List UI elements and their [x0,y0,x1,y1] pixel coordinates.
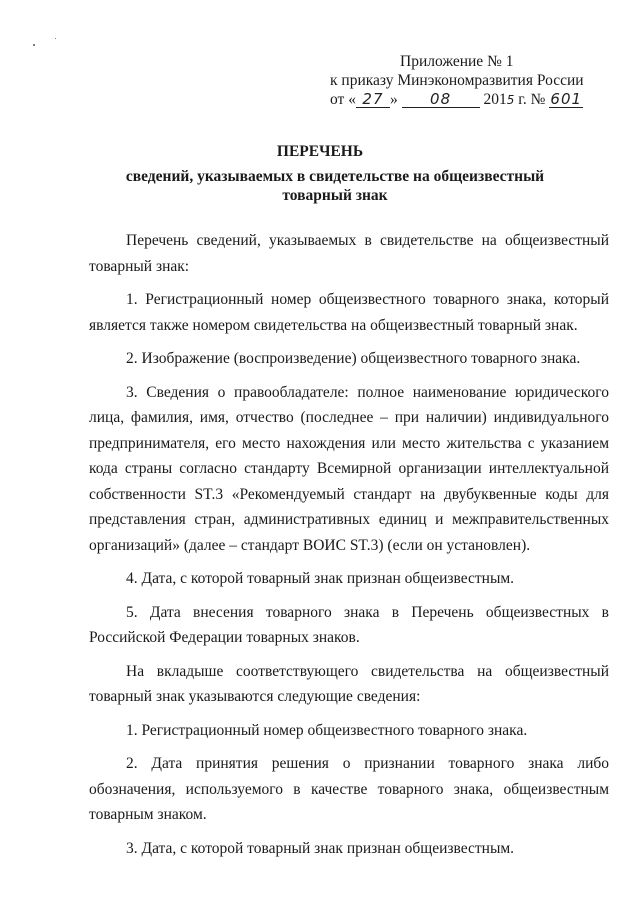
list-item-4: 4. Дата, с которой товарный знак признан общеизвестным. [126,570,515,587]
order-number: 601 [550,90,583,108]
scan-speck [33,44,35,46]
list-item-3: 3. Сведения о правообладателе: полное наименование юридического лица, фамилия, имя, отчество (последнее – при наличии) индивидуального предпринимателя, его место нахождения или место жительства с указанием кода страны согласно стандарту Всемирной организации интеллектуальной собственности ST.3 «Рекомендуемый стандарт на двубуквенные коды для представления стран, административных единиц и межправительственных организаций» (далее – стандарт ВОИС ST.3) (если он установлен). [89,383,609,554]
year-suffix: г. № [514,91,546,108]
date-month: 08 [402,91,480,108]
year-digit: 5 [506,93,515,107]
appendix-number: Приложение № 1 [400,53,514,70]
order-reference: к приказу Минэкономразвития России [330,72,584,89]
date-mid: » [389,91,398,108]
paragraph-insert: На вкладыше соответствующего свидетельства на общеизвестный товарный знак указываются следующие сведения: [89,662,609,705]
date-prefix: от « [330,91,356,108]
insert-item-2: 2. Дата принятия решения о признании товарного знака либо обозначения, используемого в качестве товарного знака, общеизвестным товарным знаком. [89,755,609,823]
list-item-1: 1. Регистрационный номер общеизвестного товарного знака, который является также номером свидетельства на общеизвестный товарный знак. [89,291,609,334]
order-date-line [320,90,620,110]
document-subtitle: сведений, указываемых в свидетельстве на общеизвестный товарный знак [125,168,545,204]
scan-speck [55,38,56,39]
year-text: 201 [483,91,507,108]
document-body [89,228,609,869]
appendix-header [320,52,620,110]
document-title: ПЕРЕЧЕНЬ [276,143,364,160]
paragraph-intro: Перечень сведений, указываемых в свидетельстве на общеизвестный товарный знак: [89,232,609,275]
insert-item-3: 3. Дата, с которой товарный знак признан общеизвестным. [126,839,515,857]
list-item-5: 5. Дата внесения товарного знака в Перечень общеизвестных в Российской Федерации товарных знаков. [89,603,609,646]
list-item-2: 2. Изображение (воспроизведение) общеизвестного товарного знака. [126,350,581,367]
insert-item-1: 1. Регистрационный номер общеизвестного товарного знака. [126,721,528,739]
date-day: 27 [356,91,390,108]
